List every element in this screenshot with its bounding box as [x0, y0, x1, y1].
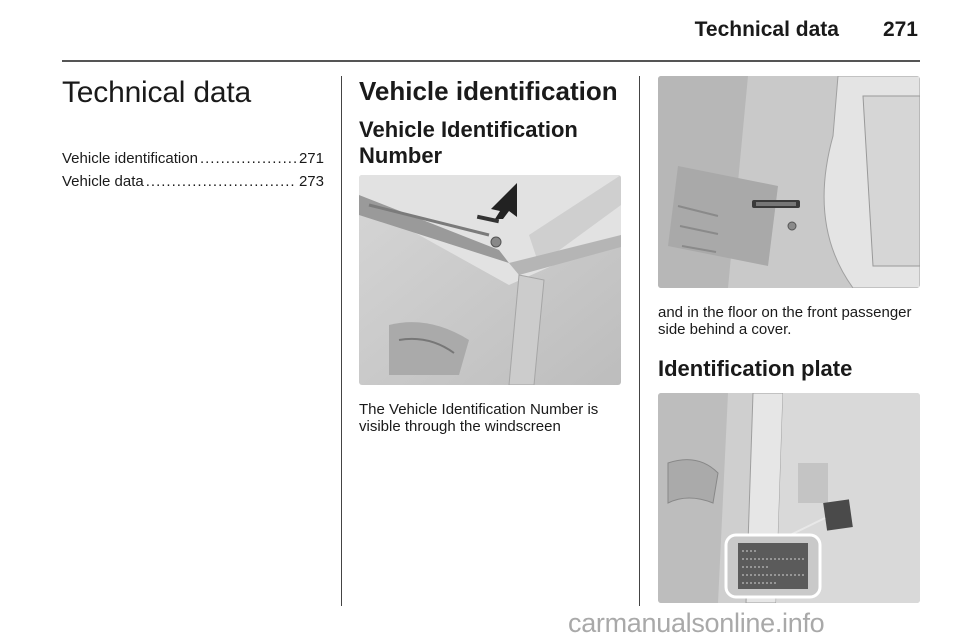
toc-entry-page: 271	[298, 150, 324, 167]
toc-entry-label: Vehicle identification	[62, 150, 198, 167]
subsection-title-vin: Vehicle Identification Number	[359, 117, 578, 168]
toc-leader-dots	[146, 173, 297, 190]
windscreen-vin-illustration	[359, 175, 621, 385]
header-rule	[62, 60, 920, 62]
identification-plate-illustration	[658, 393, 920, 603]
running-head	[695, 18, 918, 42]
toc-entry-page: 273	[298, 173, 324, 190]
running-head-title: Technical data	[694, 18, 839, 41]
table-of-contents	[62, 150, 324, 196]
floor-vin-illustration	[658, 76, 920, 288]
subsection-title-plate: Identification plate	[658, 356, 853, 381]
chapter-title: Technical data	[62, 76, 251, 109]
column-divider-right	[639, 76, 640, 606]
vin-description: The Vehicle Identification Number is visible through the windscreen	[359, 401, 599, 435]
watermark: carmanualsonline.info	[568, 608, 825, 638]
floor-vin-description: and in the floor on the front passenger side behind a cover.	[658, 304, 912, 338]
section-title: Vehicle identification	[359, 76, 618, 106]
toc-entry[interactable]	[62, 150, 324, 173]
page-number: 271	[882, 18, 918, 41]
toc-entry-label: Vehicle data	[62, 173, 144, 190]
toc-entry[interactable]	[62, 173, 324, 196]
column-divider-left	[341, 76, 342, 606]
toc-leader-dots	[200, 150, 297, 167]
